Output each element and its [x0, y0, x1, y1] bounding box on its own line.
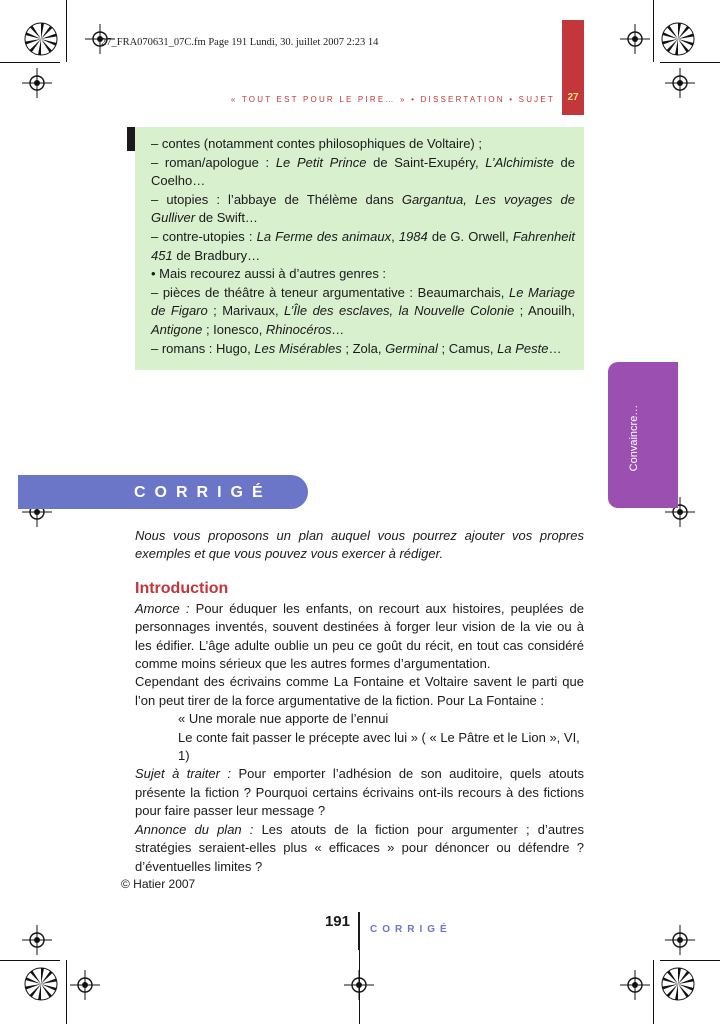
file-info: 27_FRA070631_07C.fm Page 191 Lundi, 30. juillet 2007 2:23 14 [101, 37, 379, 48]
annonce-paragraph: Annonce du plan : Les atouts de la fiction pour argumenter ; d’autres stratégies seraient-elles plus « efficaces » pour dénoncer ou défendre ? d’éventuelles limites ? [135, 821, 585, 874]
starburst-target-icon [661, 22, 695, 56]
quote-line: « Une morale nue apporte de l’ennui [178, 711, 389, 727]
registration-mark-icon [22, 925, 52, 955]
starburst-target-icon [24, 22, 58, 56]
starburst-target-icon [24, 967, 58, 1001]
footer-divider [358, 912, 360, 950]
registration-mark-icon [665, 68, 695, 98]
registration-mark-icon [620, 24, 650, 54]
running-head-section: DISSERTATION [420, 95, 505, 104]
box-line: – roman/apologue : Le Petit Prince de Saint-Exupéry, L’Alchimiste de Coelho… [151, 154, 576, 189]
cependant-paragraph: Cependant des écrivains comme La Fontaine et Voltaire savent le parti que l’on peut tirer de la force argumentative de la fiction. Pour La Fontaine : [135, 674, 584, 708]
corrige-banner-label: CORRIGÉ [134, 484, 272, 501]
crop-mark [653, 960, 654, 1024]
box-line: – romans : Hugo, Les Misérables ; Zola, Germinal ; Camus, La Peste… [151, 340, 562, 356]
box-line: – contes (notamment contes philosophiques de Voltaire) ; [151, 136, 482, 151]
annonce-label: Annonce du plan : [135, 821, 254, 837]
footer-section-label: CORRIGÉ [370, 924, 452, 935]
sujet-paragraph: Sujet à traiter : Pour emporter l’adhésion de son auditoire, quels atouts présente la fiction ? Pourquoi certains écrivains ont-ils recours à des fictions pour faire passer leur message ? [135, 766, 584, 819]
crop-mark [66, 960, 67, 1024]
crop-mark [653, 0, 654, 62]
registration-mark-icon [665, 925, 695, 955]
registration-mark-icon [22, 68, 52, 98]
running-head-separator: • [411, 95, 417, 104]
starburst-target-icon [661, 967, 695, 1001]
main-text [135, 527, 584, 876]
running-head [150, 95, 555, 104]
crop-mark [66, 0, 67, 62]
lead-paragraph: Nous vous proposons un plan auquel vous pourrez ajouter vos propres exemples et que vous pouvez vous exercer à rédiger. [135, 528, 584, 562]
section-heading: Introduction [135, 579, 229, 597]
box-line: • Mais recourez aussi à d’autres genres : [151, 266, 387, 282]
amorce-label: Amorce : [135, 600, 190, 616]
page-number: 191 [324, 913, 350, 930]
crop-mark [0, 62, 60, 63]
crop-mark [660, 62, 720, 63]
examples-box-text [151, 135, 575, 358]
running-head-title: « TOUT EST POUR LE PIRE… » [230, 95, 407, 104]
copyright: © Hatier 2007 [121, 877, 196, 891]
registration-mark-icon [70, 970, 100, 1000]
sujet-label: Sujet à traiter : [135, 766, 232, 782]
running-head-separator: • [509, 95, 515, 104]
registration-mark-icon [620, 970, 650, 1000]
subject-number: 27 [567, 92, 579, 103]
crop-mark [660, 960, 720, 961]
crop-mark [0, 960, 60, 961]
crop-mark [359, 940, 360, 1024]
amorce-paragraph: Amorce : Pour éduquer les enfants, on recourt aux histoires, peuplées de personnages inventés, souvent destinées à forger leur vision de la vie ou à les édifier. L’âge adulte oublie un peu ce goût du récit, en tout cas considéré comme moins sérieux que les autres formes d’argumentation. [135, 600, 584, 672]
box-line: – contre-utopies : La Ferme des animaux, 1984 de G. Orwell, Fahrenheit 451 de Bradbury… [151, 228, 576, 263]
box-line: – pièces de théâtre à teneur argumentative : Beaumarchais, Le Mariage de Figaro ; Marivaux, L’Île des esclaves, la Nouvelle Colonie ; Anouilh, Antigone ; Ionesco, Rhinocéros… [151, 284, 575, 337]
section-side-tab-label: Convaincre… [628, 404, 640, 472]
running-head-subject: SUJET [518, 95, 555, 104]
quote-line: Le conte fait passer le précepte avec lui » ( « Le Pâtre et le Lion », VI, 1) [178, 729, 580, 764]
box-line: – utopies : l’abbaye de Thélème dans Gargantua, Les voyages de Gulliver de Swift… [151, 191, 575, 226]
